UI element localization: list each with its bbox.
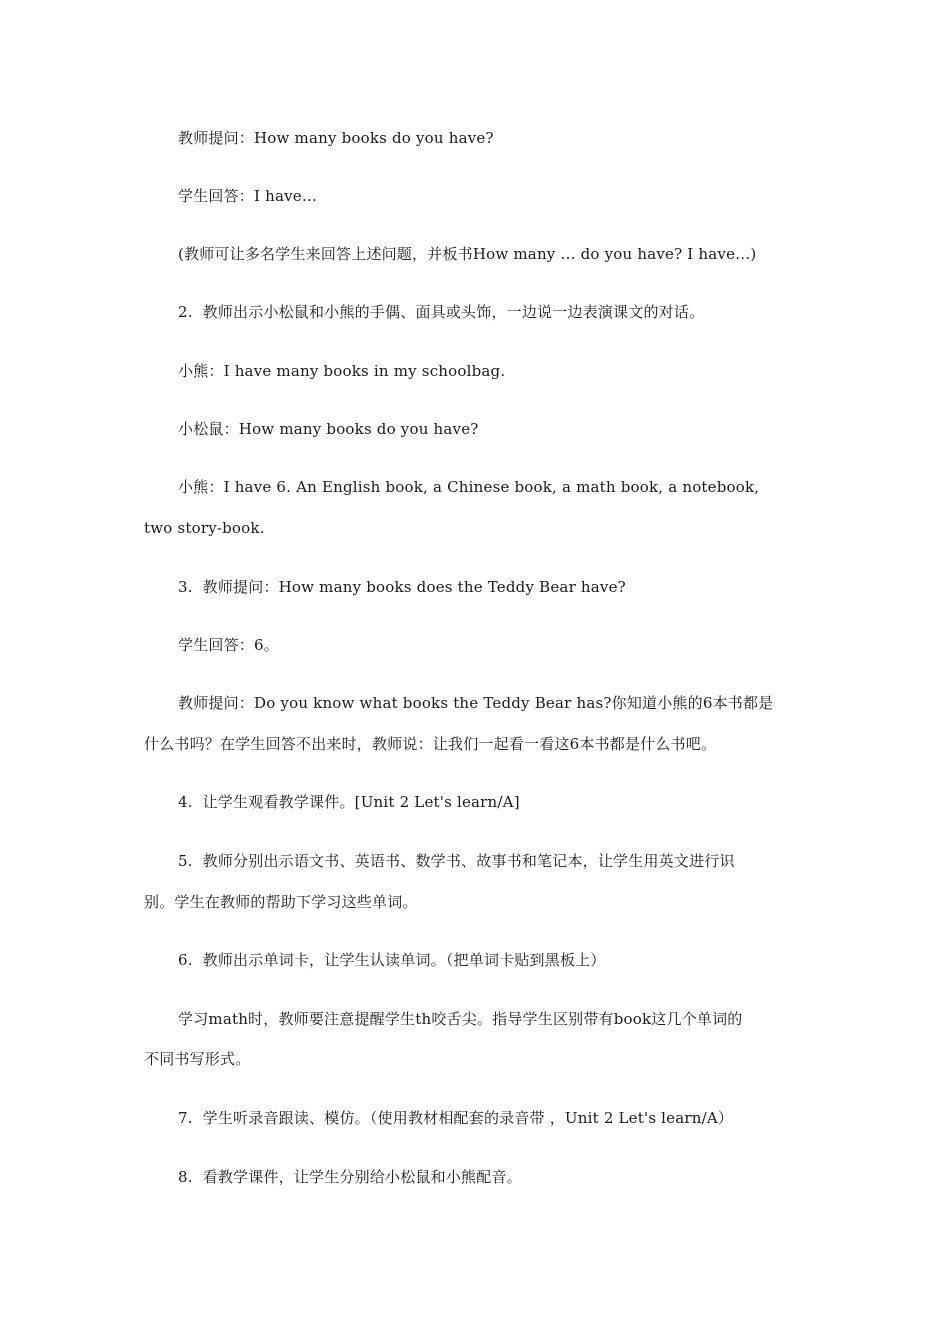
step-2-line: 2. 教师出示小松鼠和小熊的手偶、面具或头饰，一边说一边表演课文的对话。 [178,303,705,321]
step-4-line: 4. 让学生观看教学课件。[Unit 2 Let's learn/A] [178,793,520,811]
teacher-question-2-line: 教师提问：Do you know what books the Teddy Bear has?你知道小熊的6本书都是 [178,694,774,712]
bear-answer-line: 小熊：I have 6. An English book, a Chinese book, a math book, a notebook, [178,478,760,496]
student-answer-6-line: 学生回答：6。 [178,636,279,654]
step-5-line: 5. 教师分别出示语文书、英语书、数学书、故事书和笔记本，让学生用英文进行识 [178,852,735,870]
step-7-line: 7. 学生听录音跟读、模仿。（使用教材相配套的录音带 ，Unit 2 Let's learn/A） [178,1109,734,1127]
student-answer-line: 学生回答：I have… [178,187,318,205]
bear-dialogue-line: 小熊：I have many books in my schoolbag. [178,362,506,380]
step-6-line: 6. 教师出示单词卡，让学生认读单词。（把单词卡贴到黑板上） [178,951,606,969]
step-5-continuation: 别。学生在教师的帮助下学习这些单词。 [144,893,418,911]
teacher-note-line: (教师可让多名学生来回答上述问题，并板书How many … do you have? I have…) [178,245,757,263]
squirrel-dialogue-line: 小松鼠：How many books do you have? [178,420,479,438]
math-note-continuation: 不同书写形式。 [144,1050,251,1068]
step-8-line: 8. 看教学课件，让学生分别给小松鼠和小熊配音。 [178,1168,522,1186]
teacher-question-2-continuation: 什么书吗？在学生回答不出来时，教师说：让我们一起看一看这6本书都是什么书吧。 [144,735,717,753]
bear-answer-continuation: two story-book. [144,519,265,537]
step-3-line: 3. 教师提问：How many books does the Teddy Bear have? [178,578,626,596]
teacher-question-line: 教师提问：How many books do you have? [178,129,494,147]
math-note-line: 学习math时，教师要注意提醒学生th咬舌尖。指导学生区别带有book这几个单词的 [178,1010,743,1028]
